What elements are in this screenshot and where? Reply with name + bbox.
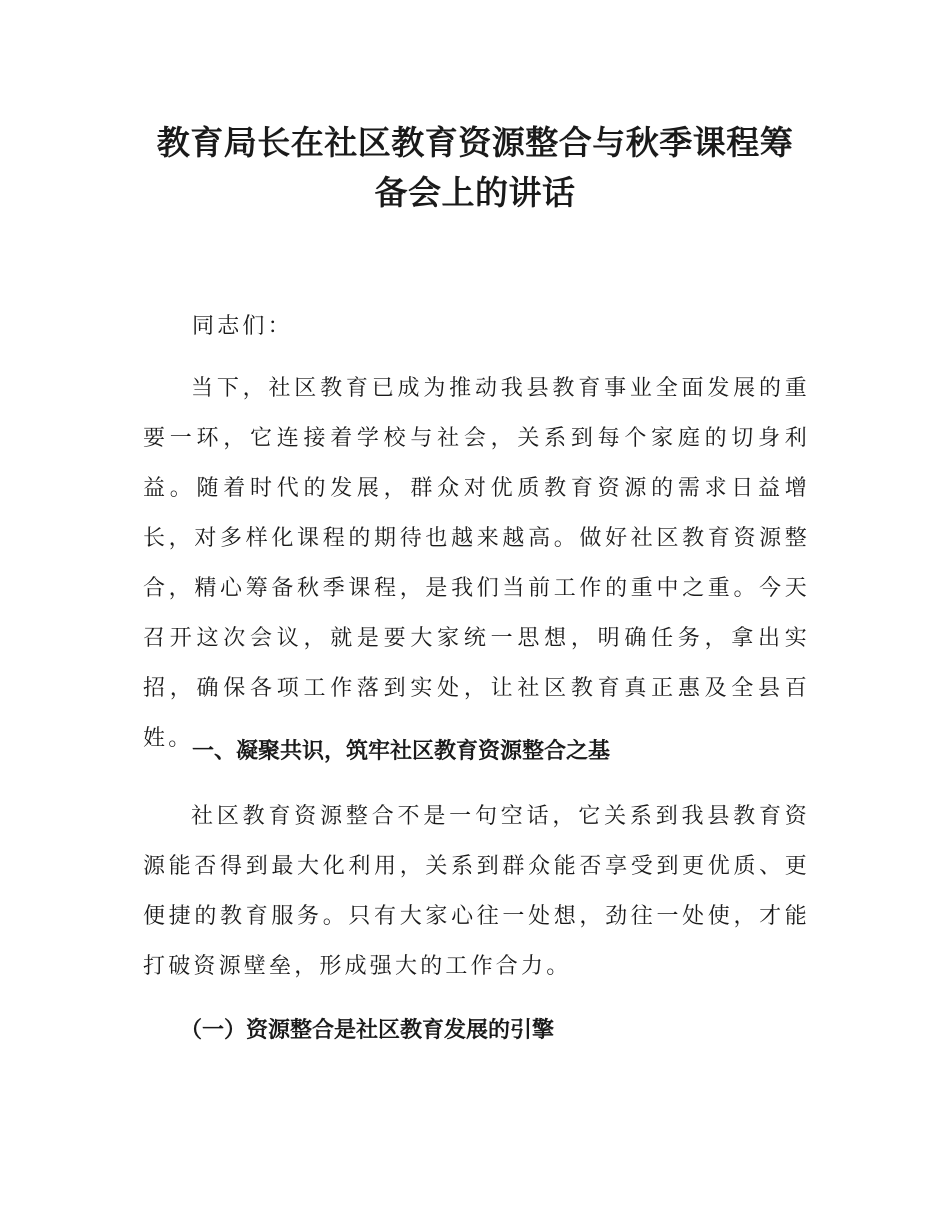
salutation: 同志们： (192, 314, 293, 339)
subsection-heading-1: （一）资源整合是社区教育发展的引擎 (180, 1018, 555, 1043)
title-line-2: 备会上的讲话 (374, 173, 576, 212)
document-title (120, 118, 830, 218)
section-heading-1: 一、凝聚共识，筑牢社区教育资源整合之基 (192, 739, 611, 764)
paragraph-intro: 当下，社区教育已成为推动我县教育事业全面发展的重要一环，它连接着学校与社会，关系到每个家庭的切身利益。随着时代的发展，群众对优质教育资源的需求日益增长，对多样化课程的期待也越来越高。做好社区教育资源整合，精心筹备秋季课程，是我们当前工作的重中之重。今天召开这次会议，就是要大家统一思想，明确任务，拿出实招，确保各项工作落到实处，让社区教育真正惠及全县百姓。 (143, 376, 810, 751)
title-line-1: 教育局长在社区教育资源整合与秋季课程筹 (156, 123, 794, 162)
paragraph-section-1: 社区教育资源整合不是一句空话，它关系到我县教育资源能否得到最大化利用，关系到群众能否享受到更优质、更便捷的教育服务。只有大家心往一处想，劲往一处使，才能打破资源壁垒，形成强大的工作合力。 (143, 804, 810, 979)
